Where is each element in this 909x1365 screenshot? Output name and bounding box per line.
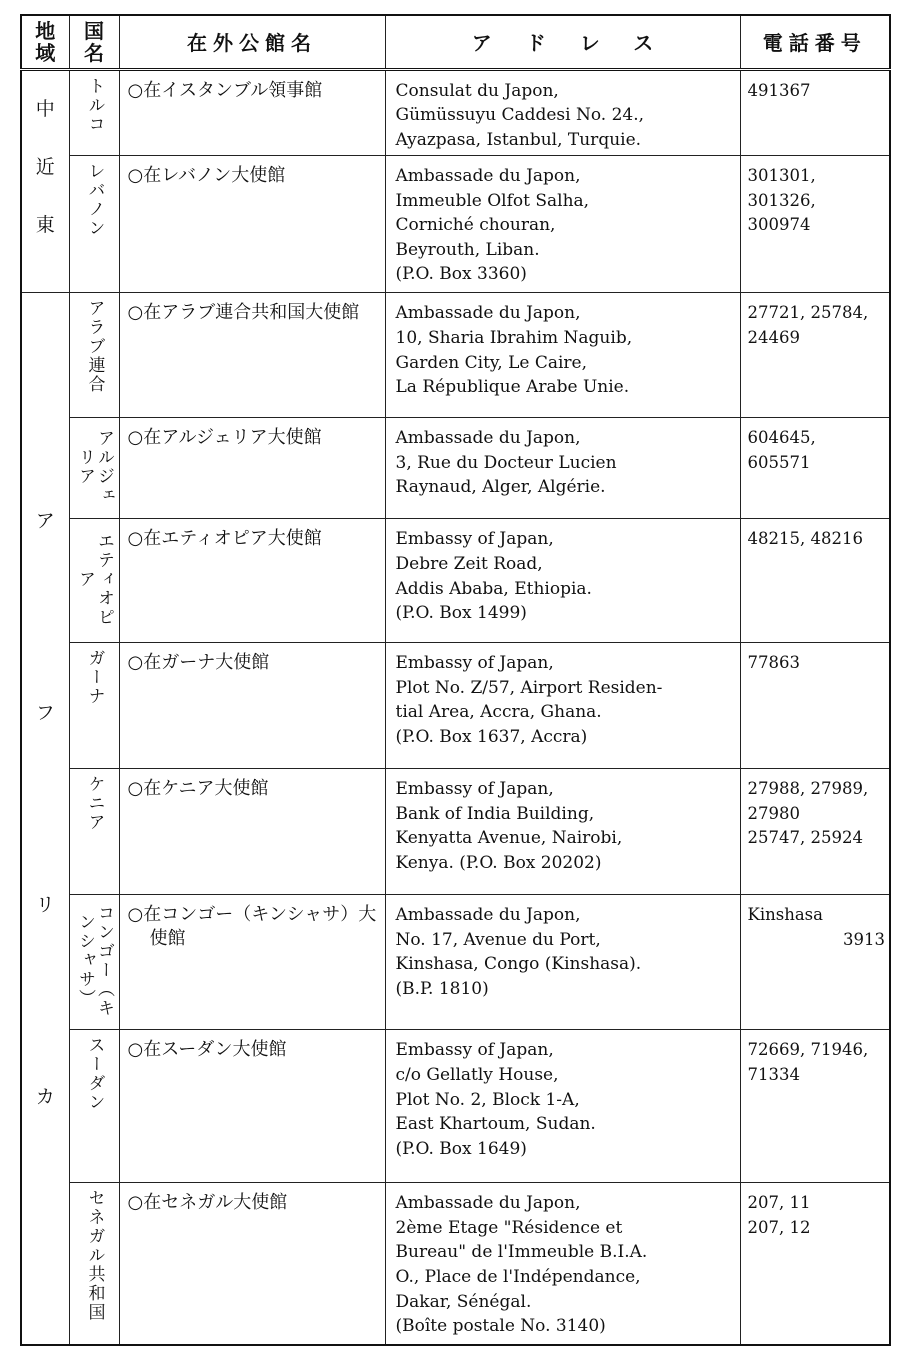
mission-cell (119, 1183, 385, 1345)
phone-number: 301301, (747, 166, 816, 185)
country-name: アルジェリア (75, 429, 114, 506)
address-line: Garden City, Le Caire, (395, 352, 587, 373)
region-cell (21, 293, 69, 1345)
table-row (21, 519, 890, 643)
country-name: スーダン (84, 1036, 105, 1113)
address-line: 2ème Etage "Résidence et (395, 1217, 623, 1238)
address-line: Bank of India Building, (395, 803, 595, 824)
phone-number: 27721, 25784, (747, 303, 869, 323)
mission-cell (119, 643, 385, 769)
mission-name: ○在スーダン大使館 (127, 1039, 287, 1061)
mission-name: ○在セネガル大使館 (127, 1192, 288, 1214)
address-line: Plot No. 2, Block 1-A, (395, 1089, 580, 1110)
region-char: ア (35, 510, 55, 533)
table-row (21, 69, 890, 156)
address-cell (385, 1030, 740, 1183)
phone-number: 27988, 27989, (747, 779, 869, 799)
phone-number: 491367 (747, 80, 811, 100)
mission-name: ○在ガーナ大使館 (127, 652, 270, 674)
address-line: Ambassade du Japon, (395, 303, 581, 324)
phone-number: 605571 (747, 452, 811, 472)
country-name: コンゴー（キンシャサ） (75, 903, 114, 1018)
phone-number: 604645, (747, 428, 816, 448)
mission-name: ○在コンゴー（キンシャサ）大使館 (127, 904, 377, 950)
phone-number: Kinshasa (747, 905, 823, 925)
address-line: Kinshasa, Congo (Kinshasa). (395, 954, 642, 975)
table-row (21, 643, 890, 769)
header-region: 地域 (21, 15, 69, 69)
address-line: La République Arabe Unie. (395, 377, 630, 398)
phone-cell (740, 519, 890, 643)
address-line: (P.O. Box 1499) (395, 603, 527, 624)
address-line: (Boîte postale No. 3140) (395, 1316, 606, 1337)
country-name: レバノン (84, 162, 105, 238)
phone-number: 77863 (747, 653, 800, 673)
address-line: tial Area, Accra, Ghana. (395, 702, 602, 723)
phone-cell (740, 643, 890, 769)
address-line: Bureau" de l'Immeuble B.I.A. (395, 1242, 648, 1263)
phone-number: 72669, 71946, (747, 1040, 869, 1060)
mission-name: ○在ケニア大使館 (127, 778, 269, 800)
table-row (21, 293, 890, 418)
address-cell (385, 293, 740, 418)
table-row (21, 418, 890, 519)
phone-cell (740, 293, 890, 418)
country-cell (69, 156, 119, 293)
mission-name: ○在イスタンブル領事館 (127, 79, 323, 101)
phone-cell (740, 69, 890, 156)
table-row (21, 1030, 890, 1183)
header-address: アドレス (385, 15, 740, 69)
mission-cell (119, 895, 385, 1030)
table-row (21, 156, 890, 293)
address-line: Ambassade du Japon, (395, 428, 581, 449)
country-cell (69, 519, 119, 643)
address-line: Addis Ababa, Ethiopia. (395, 578, 592, 599)
address-line: Beyrouth, Liban. (395, 239, 540, 260)
phone-cell (740, 418, 890, 519)
phone-cell (740, 1183, 890, 1345)
phone-number: 27980 (747, 803, 800, 823)
phone-number: 3913 (843, 929, 885, 949)
address-line: East Khartoum, Sudan. (395, 1114, 596, 1135)
address-line: (P.O. Box 3360) (395, 264, 527, 285)
address-line: Consulat du Japon, (395, 80, 559, 101)
header-mission: 在外公館名 (119, 15, 385, 69)
address-line: Ayazpasa, Istanbul, Turquie. (395, 129, 642, 150)
mission-name: ○在アルジェリア大使館 (127, 427, 322, 449)
address-line: Ambassade du Japon, (395, 166, 581, 186)
country-cell (69, 418, 119, 519)
phone-number: 24469 (747, 327, 800, 347)
phone-number: 207, 12 (747, 1217, 811, 1237)
phone-cell (740, 769, 890, 895)
region-cell (21, 69, 69, 293)
mission-name: ○在レバノン大使館 (127, 165, 286, 186)
address-line: Embassy of Japan, (395, 1040, 554, 1061)
header-phone: 電話番号 (740, 15, 890, 69)
address-line: Dakar, Sénégal. (395, 1291, 532, 1312)
mission-cell (119, 1030, 385, 1183)
address-cell (385, 643, 740, 769)
address-line: c/o Gellatly House, (395, 1065, 559, 1086)
region-char: カ (35, 1086, 55, 1109)
phone-cell (740, 895, 890, 1030)
country-name: ガーナ (84, 649, 105, 707)
address-line: Kenya. (P.O. Box 20202) (395, 853, 602, 874)
address-line: Kenyatta Avenue, Nairobi, (395, 828, 623, 849)
mission-name: ○在アラブ連合共和国大使館 (127, 302, 360, 324)
region-char: フ (35, 702, 55, 725)
table-row (21, 1183, 890, 1345)
phone-number: 71334 (747, 1065, 800, 1085)
address-cell (385, 418, 740, 519)
address-line: Gümüssuyu Caddesi No. 24., (395, 105, 645, 126)
country-name: エティオピア (75, 531, 114, 627)
address-line: (B.P. 1810) (395, 978, 489, 999)
address-line: (P.O. Box 1637, Accra) (395, 727, 588, 748)
country-cell (69, 69, 119, 156)
address-line: 10, Sharia Ibrahim Naguib, (395, 327, 633, 348)
mission-cell (119, 519, 385, 643)
country-name: アラブ連合 (84, 299, 105, 395)
address-line: Ambassade du Japon, (395, 1193, 581, 1214)
country-cell (69, 1030, 119, 1183)
address-line: O., Place de l'Indépendance, (395, 1267, 641, 1288)
mission-cell (119, 769, 385, 895)
table-row (21, 895, 890, 1030)
address-line: Embassy of Japan, (395, 779, 554, 800)
country-cell (69, 895, 119, 1030)
mission-cell (119, 293, 385, 418)
country-name: トルコ (84, 76, 105, 134)
address-cell (385, 156, 740, 293)
region-char: 東 (35, 213, 55, 236)
address-line: Corniché chouran, (395, 215, 556, 236)
address-line: No. 17, Avenue du Port, (395, 929, 601, 950)
region-char: 中 (35, 97, 55, 120)
mission-cell (119, 418, 385, 519)
address-cell (385, 519, 740, 643)
embassy-table (20, 14, 891, 1346)
country-cell (69, 293, 119, 418)
phone-number: 207, 11 (747, 1193, 811, 1213)
mission-name: ○在エティオピア大使館 (127, 528, 322, 550)
address-line: 3, Rue du Docteur Lucien (395, 452, 617, 473)
phone-number: 300974 (747, 215, 811, 235)
country-cell (69, 643, 119, 769)
mission-cell (119, 156, 385, 293)
phone-cell (740, 1030, 890, 1183)
header-row (21, 15, 890, 69)
address-cell (385, 769, 740, 895)
address-cell (385, 1183, 740, 1345)
country-name: セネガル共和国 (84, 1189, 105, 1323)
country-cell (69, 769, 119, 895)
address-line: Embassy of Japan, (395, 529, 554, 550)
region-char: 近 (35, 155, 55, 178)
address-line: Debre Zeit Road, (395, 554, 543, 574)
address-line: Embassy of Japan, (395, 653, 554, 674)
country-cell (69, 1183, 119, 1345)
header-country: 国名 (69, 15, 119, 69)
phone-number: 48215, 48216 (747, 529, 863, 549)
address-cell (385, 69, 740, 156)
country-name: ケニア (84, 775, 105, 833)
address-line: Plot No. Z/57, Airport Residen- (395, 677, 663, 698)
address-line: Raynaud, Alger, Algérie. (395, 477, 606, 498)
address-line: (P.O. Box 1649) (395, 1138, 527, 1159)
address-line: Ambassade du Japon, (395, 905, 581, 926)
phone-number: 301326, (747, 190, 816, 210)
address-cell (385, 895, 740, 1030)
table-row (21, 769, 890, 895)
phone-number: 25747, 25924 (747, 828, 863, 848)
address-line: Immeuble Olfot Salha, (395, 190, 590, 211)
mission-cell (119, 69, 385, 156)
region-char: リ (35, 894, 55, 917)
phone-cell (740, 156, 890, 293)
